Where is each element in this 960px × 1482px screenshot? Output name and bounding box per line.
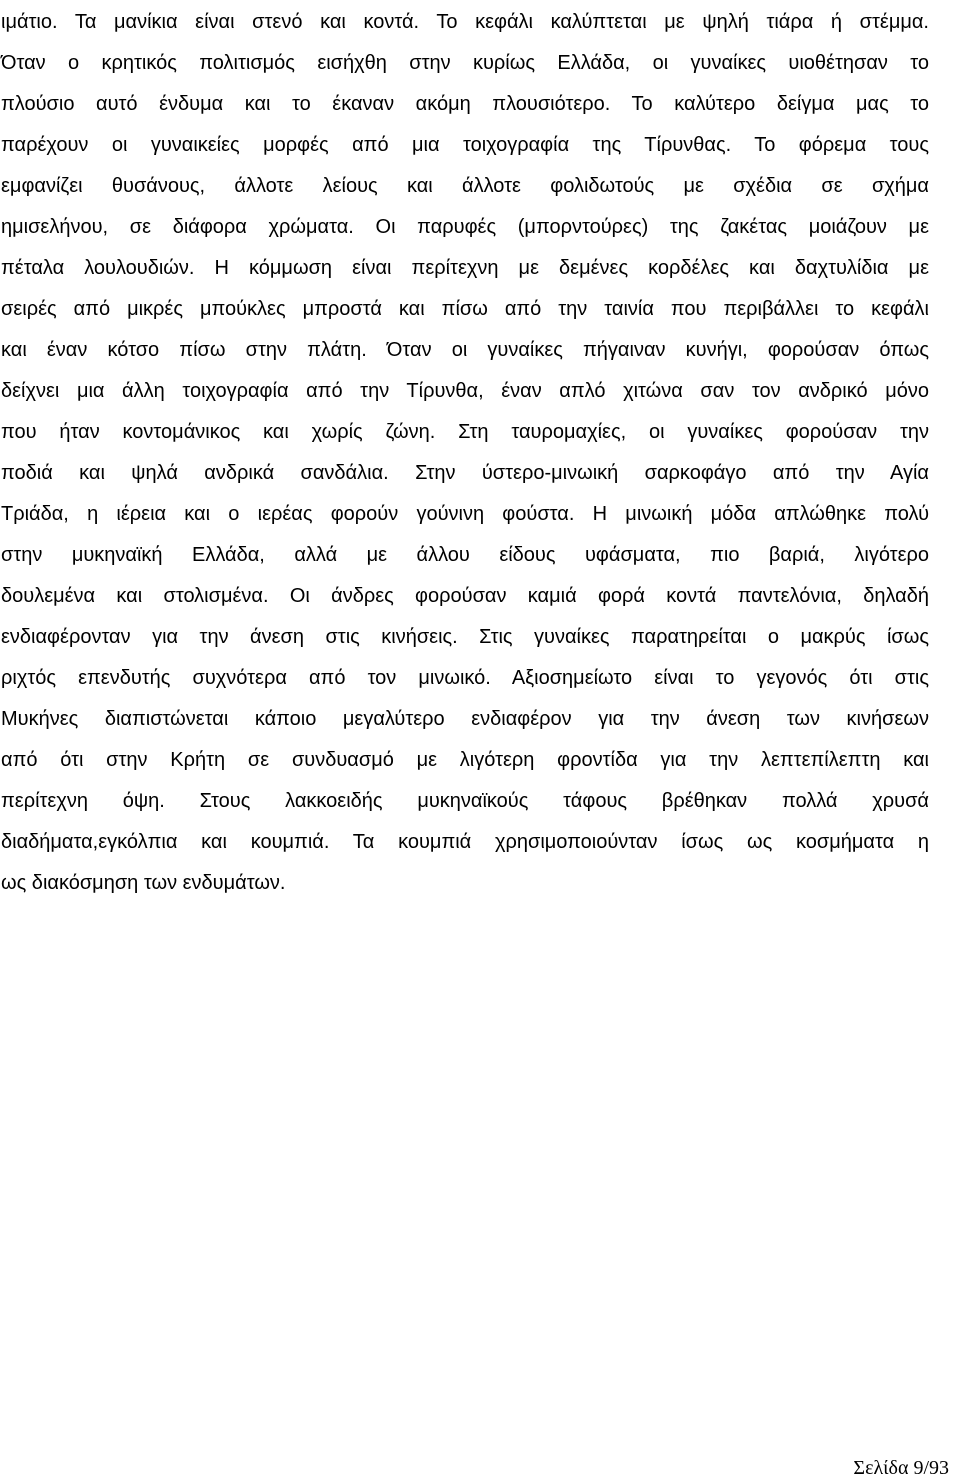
- text-line: Τριάδα, η ιέρεια και ο ιερέας φορούν γούνινη φούστα. Η μινωική μόδα απλώθηκε πολύ: [1, 503, 929, 525]
- text-line: δείχνει μια άλλη τοιχογραφία από την Τίρυνθα, έναν απλό χιτώνα σαν τον ανδρικό μόνο: [1, 380, 929, 402]
- text-line: Όταν ο κρητικός πολιτισμός εισήχθη στην κυρίως Ελλάδα, οι γυναίκες υιοθέτησαν το: [1, 52, 929, 74]
- text-line: ενδιαφέρονταν για την άνεση στις κινήσεις. Στις γυναίκες παρατηρείται ο μακρύς ίσως: [1, 626, 929, 648]
- text-line: και έναν κότσο πίσω στην πλάτη. Όταν οι γυναίκες πήγαιναν κυνήγι, φορούσαν όπως: [1, 339, 929, 361]
- text-line: ριχτός επενδυτής συχνότερα από τον μινωικό. Αξιοσημείωτο είναι το γεγονός ότι στις: [1, 667, 929, 689]
- text-line: ποδιά και ψηλά ανδρικά σανδάλια. Στην ύστερο-μινωική σαρκοφάγο από την Αγία: [1, 462, 929, 484]
- text-line: περίτεχνη όψη. Στους λακκοειδής μυκηναϊκούς τάφους βρέθηκαν πολλά χρυσά: [1, 790, 929, 812]
- text-line: στην μυκηναϊκή Ελλάδα, αλλά με άλλου είδους υφάσματα, πιο βαριά, λιγότερο: [1, 544, 929, 566]
- page-number: Σελίδα 9/93: [853, 1457, 949, 1479]
- text-line: δουλεμένα και στολισμένα. Οι άνδρες φορούσαν καμιά φορά κοντά παντελόνια, δηλαδή: [1, 585, 929, 607]
- text-line: ιμάτιο. Τα μανίκια είναι στενό και κοντά. Το κεφάλι καλύπτεται με ψηλή τιάρα ή στέμμα.: [1, 11, 929, 33]
- text-line: Μυκήνες διαπιστώνεται κάποιο μεγαλύτερο ενδιαφέρον για την άνεση των κινήσεων: [1, 708, 929, 730]
- text-line: παρέχουν οι γυναικείες μορφές από μια τοιχογραφία της Τίρυνθας. Το φόρεμα τους: [1, 134, 929, 156]
- text-line: που ήταν κοντομάνικος και χωρίς ζώνη. Στη ταυρομαχίες, οι γυναίκες φορούσαν την: [1, 421, 929, 443]
- text-line-last: ως διακόσμηση των ενδυμάτων.: [1, 872, 286, 894]
- text-line: πέταλα λουλουδιών. Η κόμμωση είναι περίτεχνη με δεμένες κορδέλες και δαχτυλίδια με: [1, 257, 929, 279]
- text-line: διαδήματα,εγκόλπια και κουμπιά. Τα κουμπιά χρησιμοποιούνταν ίσως ως κοσμήματα η: [1, 831, 929, 853]
- text-line: ημισελήνου, σε διάφορα χρώματα. Οι παρυφές (μπορντούρες) της ζακέτας μοιάζουν με: [1, 216, 929, 238]
- text-line: σειρές από μικρές μπούκλες μπροστά και πίσω από την ταινία που περιβάλλει το κεφάλι: [1, 298, 929, 320]
- text-line: από ότι στην Κρήτη σε συνδυασμό με λιγότερη φροντίδα για την λεπτεπίλεπτη και: [1, 749, 929, 771]
- text-line: πλούσιο αυτό ένδυμα και το έκαναν ακόμη πλουσιότερο. Το καλύτερο δείγμα μας το: [1, 93, 929, 115]
- text-line: εμφανίζει θυσάνους, άλλοτε λείους και άλλοτε φολιδωτούς με σχέδια σε σχήμα: [1, 175, 929, 197]
